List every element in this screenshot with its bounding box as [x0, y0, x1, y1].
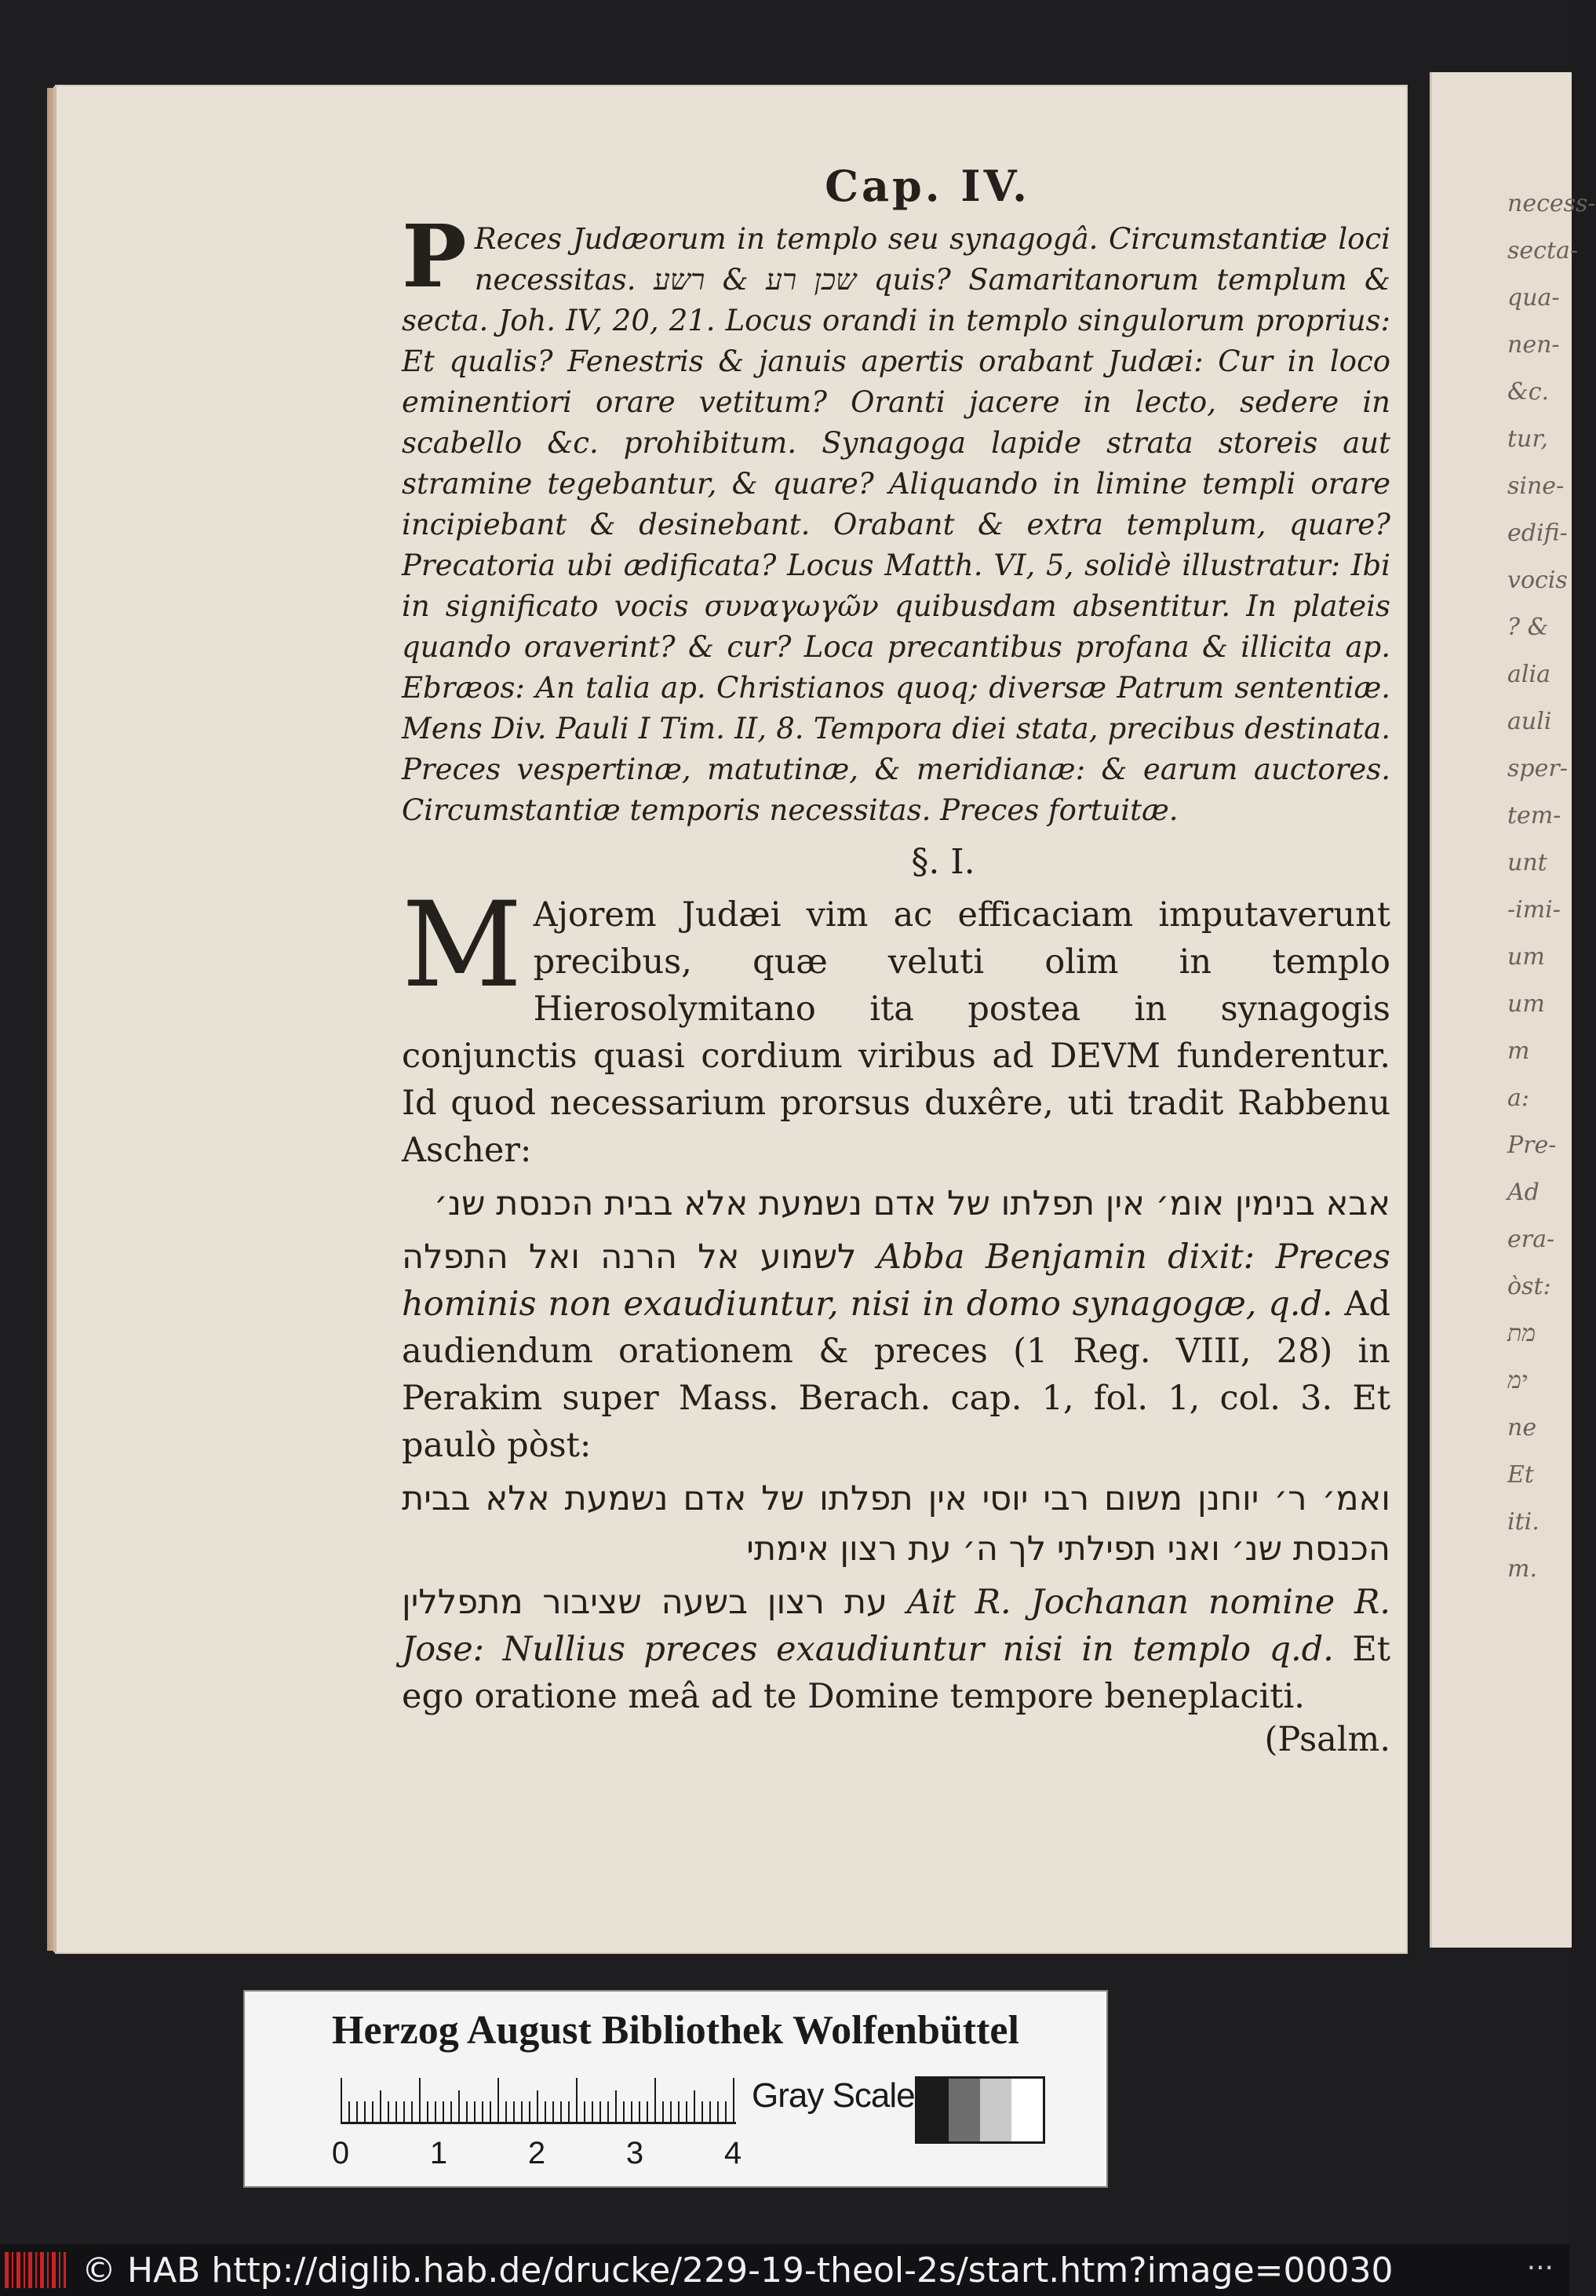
- summary-initial: P: [402, 206, 467, 307]
- facing-page-fragment: a:: [1507, 1084, 1529, 1112]
- ruler-label: 3: [625, 2136, 644, 2170]
- hebrew-quote-2: לשמוע אל הרנה ואל התפלה: [402, 1237, 857, 1277]
- ruler-tick: [482, 2101, 483, 2122]
- facing-page-fragment: Et: [1507, 1461, 1534, 1489]
- facing-page-fragment: òst:: [1507, 1273, 1551, 1300]
- ruler-tick: [505, 2101, 507, 2122]
- ruler-label: 4: [723, 2136, 742, 2170]
- source-url[interactable]: © HAB http://diglib.hab.de/drucke/229-19-theol-2s/start.htm?image=00030: [82, 2250, 1394, 2291]
- ruler-tick: [709, 2101, 711, 2122]
- quote-translation-1: [402, 1234, 1390, 1469]
- ruler-tick: [388, 2101, 389, 2122]
- status-bar: [0, 2244, 1569, 2296]
- ruler-tick: [662, 2101, 664, 2122]
- chapter-heading: Cap. IV.: [825, 161, 1030, 211]
- ruler-label: 1: [429, 2136, 448, 2170]
- catchword: (Psalm.: [1264, 1720, 1390, 1759]
- facing-page-fragment: secta-: [1507, 237, 1579, 264]
- ruler-tick: [599, 2101, 601, 2122]
- facing-page-fragment: um: [1507, 990, 1545, 1018]
- facing-page-fragment: vocis: [1507, 567, 1568, 594]
- gray-swatch: [949, 2079, 980, 2141]
- barcode-icon: [5, 2252, 66, 2288]
- ruler-tick: [513, 2101, 515, 2122]
- facing-page-fragment: era-: [1507, 1226, 1555, 1253]
- ruler-tick: [701, 2101, 703, 2122]
- ruler-tick: [717, 2101, 719, 2122]
- facing-page-fragment: מת: [1507, 1320, 1536, 1347]
- ruler-tick: [678, 2101, 680, 2122]
- ruler-tick: [647, 2101, 648, 2122]
- ruler-tick: [435, 2101, 436, 2122]
- facing-page-fragment: sine-: [1507, 472, 1565, 500]
- facing-page-fragment: necess-: [1507, 190, 1596, 217]
- ruler-tick: [403, 2101, 405, 2122]
- facing-page-fragment: Pre-: [1507, 1132, 1557, 1159]
- ruler-tick: [639, 2101, 640, 2122]
- gray-swatch: [917, 2079, 949, 2141]
- facing-page-fragment: tem-: [1507, 802, 1561, 829]
- ruler-tick: [537, 2090, 538, 2122]
- facing-page-fragment: ne: [1507, 1414, 1537, 1441]
- ruler-tick: [450, 2101, 452, 2122]
- ruler-tick: [395, 2101, 397, 2122]
- facing-page-fragment: um: [1507, 943, 1545, 971]
- body-initial: M: [402, 877, 523, 1014]
- ruler-label: 0: [331, 2136, 350, 2170]
- ruler-tick: [725, 2101, 727, 2122]
- ruler: [341, 2078, 736, 2124]
- ruler-tick: [560, 2101, 562, 2122]
- facing-page-fragment: unt: [1507, 849, 1547, 876]
- ruler-label: 2: [527, 2136, 546, 2170]
- latin-translation-2: Ait R. Jochanan nomine R. Jose: Nullius preces exaudiuntur nisi in templo q.d.: [402, 1583, 1390, 1669]
- ruler-tick: [497, 2078, 499, 2122]
- ruler-tick: [458, 2090, 460, 2122]
- facing-page-fragment: tur,: [1507, 425, 1548, 453]
- ruler-tick: [607, 2101, 609, 2122]
- ruler-tick: [490, 2101, 491, 2122]
- ruler-tick: [545, 2101, 546, 2122]
- hebrew-quote-1: אבא בנימין אומ׳ אין תפלתו של אדם נשמעת אלא בבית הכנסת שנ׳: [433, 1184, 1390, 1223]
- gray-scale-label: Gray Scale: [752, 2076, 915, 2115]
- hebrew-quote-4: עת רצון בשעה שציבור מתפללין: [402, 1583, 887, 1622]
- facing-page-fragment: ימ: [1507, 1367, 1528, 1394]
- facing-page-fragment: qua-: [1507, 284, 1560, 312]
- ruler-tick: [356, 2101, 358, 2122]
- facing-page-fragment: Ad: [1507, 1179, 1540, 1206]
- ruler-tick: [576, 2078, 578, 2122]
- facing-page-fragment: edifi-: [1507, 519, 1568, 547]
- body-text-1: Ajorem Judæi vim ac efficaciam imputaverunt precibus, quæ veluti olim in templo Hierosolymitano ita postea in synagogis conjunctis quasi cordium viribus ad DEVM funderentur. Id quod necessarium prorsus duxêre, uti tradit Rabbenu Ascher:: [402, 895, 1390, 1170]
- facing-page-fragment: sper-: [1507, 755, 1568, 782]
- book-page: [56, 86, 1406, 1952]
- body-text-2: Ad audiendum orationem & preces (1 Reg. VIII, 28) in Perakim super Mass. Berach. cap. 1, fol. 1, col. 3. Et paulò pòst:: [402, 1285, 1390, 1465]
- body-paragraph: [402, 877, 1390, 1174]
- ruler-tick: [466, 2101, 468, 2122]
- latin-translation-1: Abba Benjamin dixit: Preces hominis non exaudiuntur, nisi in domo synagogæ, q.d.: [402, 1237, 1390, 1324]
- ruler-tick: [615, 2090, 617, 2122]
- ruler-tick: [364, 2101, 366, 2122]
- facing-page: [1430, 72, 1596, 1948]
- facing-page-fragment: m.: [1507, 1555, 1537, 1583]
- facing-page-fragment: m: [1507, 1037, 1530, 1065]
- ruler-tick: [654, 2078, 656, 2122]
- ruler-tick: [529, 2101, 530, 2122]
- ruler-tick: [341, 2078, 342, 2122]
- facing-page-fragment: alia: [1507, 661, 1550, 688]
- ruler-tick: [419, 2078, 421, 2122]
- gray-scale-swatches: [915, 2076, 1045, 2144]
- ruler-tick: [348, 2101, 350, 2122]
- ruler-tick: [427, 2101, 428, 2122]
- ruler-tick: [521, 2101, 523, 2122]
- ruler-tick: [623, 2101, 625, 2122]
- body-text-3: Et ego oratione meâ ad te Domine tempore beneplaciti.: [402, 1630, 1390, 1716]
- ruler-tick: [592, 2101, 593, 2122]
- gray-swatch: [1011, 2079, 1043, 2141]
- quote-translation-2: [402, 1579, 1390, 1720]
- ruler-tick: [474, 2101, 476, 2122]
- ruler-tick: [552, 2101, 554, 2122]
- ruler-tick: [443, 2101, 444, 2122]
- ruler-tick: [568, 2101, 570, 2122]
- ruler-tick: [694, 2090, 695, 2122]
- ruler-tick: [733, 2078, 734, 2122]
- facing-page-fragment: ? &: [1507, 614, 1549, 641]
- facing-page-fragment: &c.: [1507, 378, 1550, 406]
- ruler-tick: [686, 2101, 687, 2122]
- ruler-tick: [380, 2090, 381, 2122]
- ruler-tick: [670, 2101, 672, 2122]
- facing-page-fragment: iti.: [1507, 1508, 1540, 1536]
- gray-swatch: [980, 2079, 1011, 2141]
- page-text: [402, 161, 1422, 1759]
- color-calibration-card: [243, 1990, 1108, 2188]
- more-icon[interactable]: ···: [1526, 2252, 1554, 2284]
- ruler-tick: [584, 2101, 585, 2122]
- ruler-tick: [372, 2101, 373, 2122]
- chapter-summary: [402, 206, 1390, 831]
- summary-text: Reces Judæorum in templo seu synagogâ. Circumstantiæ loci necessitas. שכן רע & רשע quis? Samaritanorum templum & secta. Joh. IV, 20, 21. Locus orandi in templo singulorum proprius: Et qualis? Fenestris & januis apertis orabant Judæi: Cur in loco eminentiori orare vetitum? Oranti jacere in lecto, sedere in scabello &c. prohibitum. Synagoga lapide strata storeis aut stramine tegebantur, & quare? Aliquando in limine templi orare incipiebant & desinebant. Orabant & extra templum, quare? Precatoria ubi ædificata? Locus Matth. VI, 5, solidè illustratur: Ibi in significato vocis συναγωγῶν quibusdam absentitur. In plateis quando oraverint? & cur? Loca precantibus profana & illicita ap. Ebræos: An talia ap. Christianos quoq; diversæ Patrum sententiæ. Mens Div. Pauli I Tim. II, 8. Tempora diei stata, precibus destinata. Preces vespertinæ, matutinæ, & meridianæ: & earum auctores. Circumstantiæ temporis necessitas. Preces fortuitæ.: [402, 222, 1390, 827]
- facing-page-fragment: nen-: [1507, 331, 1560, 359]
- facing-page-fragment: auli: [1507, 708, 1552, 735]
- ruler-tick: [411, 2101, 413, 2122]
- section-mark: §. I.: [911, 842, 975, 882]
- card-title: Herzog August Bibliothek Wolfenbüttel: [332, 2008, 1019, 2053]
- facing-page-fragment: -imi-: [1507, 896, 1561, 924]
- hebrew-quote-3: ואמ׳ ר׳ יוחנן משום רבי יוסי אין תפלתו של אדם נשמעת אלא בבית הכנסת שנ׳ ואני תפילתי לך ה׳ עת רצון אימתי: [402, 1479, 1390, 1569]
- ruler-tick: [631, 2101, 632, 2122]
